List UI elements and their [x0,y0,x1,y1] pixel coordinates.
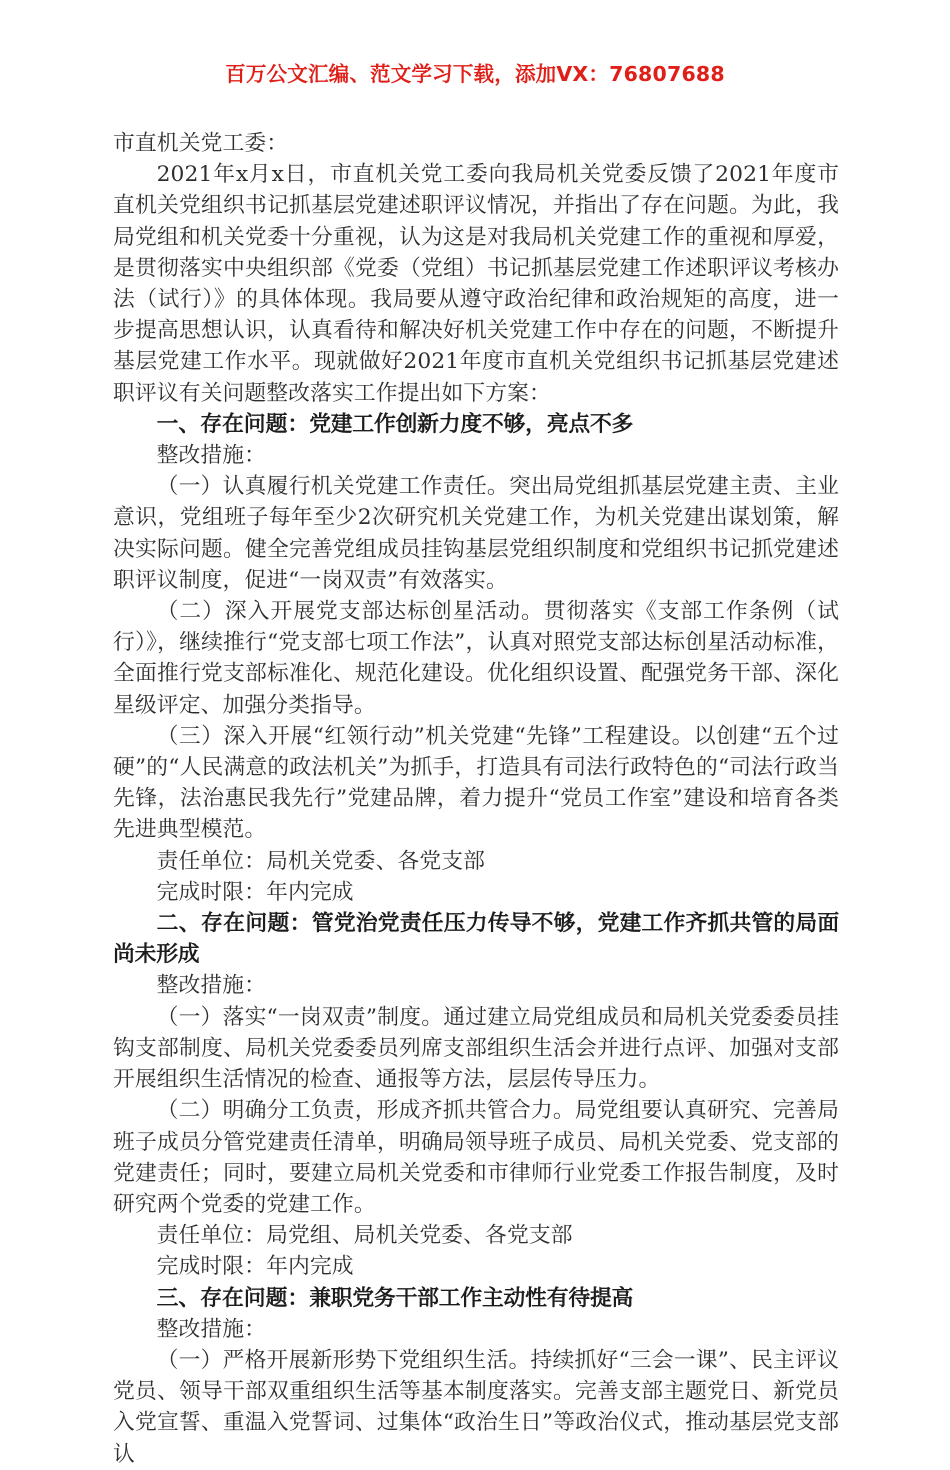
document-body [113,128,839,1470]
section-2-deadline: 完成时限：年内完成 [156,1254,354,1280]
section-heading-1 [113,409,839,440]
section-2-measures-label: 整改措施： [156,973,267,999]
section-1-item-1: （一）认真履行机关党建工作责任。突出局党组抓基层党建主责、主业意识，党组班子每年至少2次研究机关党建工作，为机关党建出谋划策，解决实际问题。健全完善党组成员挂钩基层党组织制度和党组织书记抓党建述职评议制度，促进“一岗双责”有效落实。 [113,474,839,593]
section-1-measures-label: 整改措施： [156,443,267,469]
section-heading-2-number: 二、存在问题： [156,911,312,937]
section-2-item-1: （一）落实“一岗双责”制度。通过建立局党组成员和局机关党委委员挂钩支部制度、局机关党委委员列席支部组织生活会并进行点评、加强对支部开展组织生活情况的检查、通报等方法，层层传导压力。 [113,1004,839,1093]
section-1-responsible-unit: 责任单位：局机关党委、各党支部 [156,848,486,874]
section-1-item-3: （三）深入开展“红领行动”机关党建“先锋”工程建设。以创建“五个过硬”的“人民满意的政法机关”为抓手，打造具有司法行政特色的“司法行政当先锋，法治惠民我先行”党建品牌，着力提升“党员工作室”建设和培育各类先进典型模范。 [113,723,839,843]
section-heading-3 [113,1283,839,1314]
section-3-item-1: （一）严格开展新形势下党组织生活。持续抓好“三会一课”、民主评议党员、领导干部双重组织生活等基本制度落实。完善支部主题党日、新党员入党宣誓、重温入党誓词、过集体“政治生日”等政治仪式，推动基层党支部认 [113,1347,839,1467]
section-heading-1-number: 一、存在问题： [156,411,310,437]
promo-banner-text: 百万公文汇编、范文学习下载，添加VX：76807688 [225,62,725,86]
promo-banner [0,64,950,85]
section-heading-2-title: 管党治党责任压力传导不够，党建工作齐抓共管的局面尚未形成 [113,911,839,968]
addressee-line: 市直机关党工委： [113,131,289,156]
section-heading-3-title: 兼职党务干部工作主动性有待提高 [309,1285,634,1311]
section-2-item-2: （二）明确分工负责，形成齐抓共管合力。局党组要认真研究、完善局班子成员分管党建责任清单，明确局领导班子成员、局机关党委、党支部的党建责任；同时，要建立局机关党委和市律师行业党委工作报告制度，及时研究两个党委的党建工作。 [113,1098,839,1217]
intro-paragraph: 2021年x月x日，市直机关党工委向我局机关党委反馈了2021年度市直机关党组织书记抓基层党建述职评议情况，并指出了存在问题。为此，我局党组和机关党委十分重视，认为这是对我局机关党建工作的重视和厚爱，是贯彻落实中央组织部《党委（党组）书记抓基层党建工作述职评议考核办法（试行）》的具体体现。我局要从遵守政治纪律和政治规矩的高度，进一步提高思想认识，认真看待和解决好机关党建工作中存在的问题，不断提升基层党建工作水平。现就做好2021年度市直机关党组织书记抓基层党建述职评议有关问题整改落实工作提出如下方案： [113,162,839,406]
section-heading-1-title: 党建工作创新力度不够，亮点不多 [309,411,634,437]
section-1-deadline: 完成时限：年内完成 [156,879,354,905]
section-2-responsible-unit: 责任单位：局党组、局机关党委、各党支部 [156,1223,573,1249]
section-heading-3-number: 三、存在问题： [156,1285,310,1311]
section-heading-2 [113,908,839,970]
section-1-item-2: （二）深入开展党支部达标创星活动。贯彻落实《支部工作条例（试行）》，继续推行“党支部七项工作法”，认真对照党支部达标创星活动标准，全面推行党支部标准化、规范化建设。优化组织设置、配强党务干部、深化星级评定、加强分类指导。 [113,599,839,718]
section-3-measures-label: 整改措施： [156,1316,267,1342]
